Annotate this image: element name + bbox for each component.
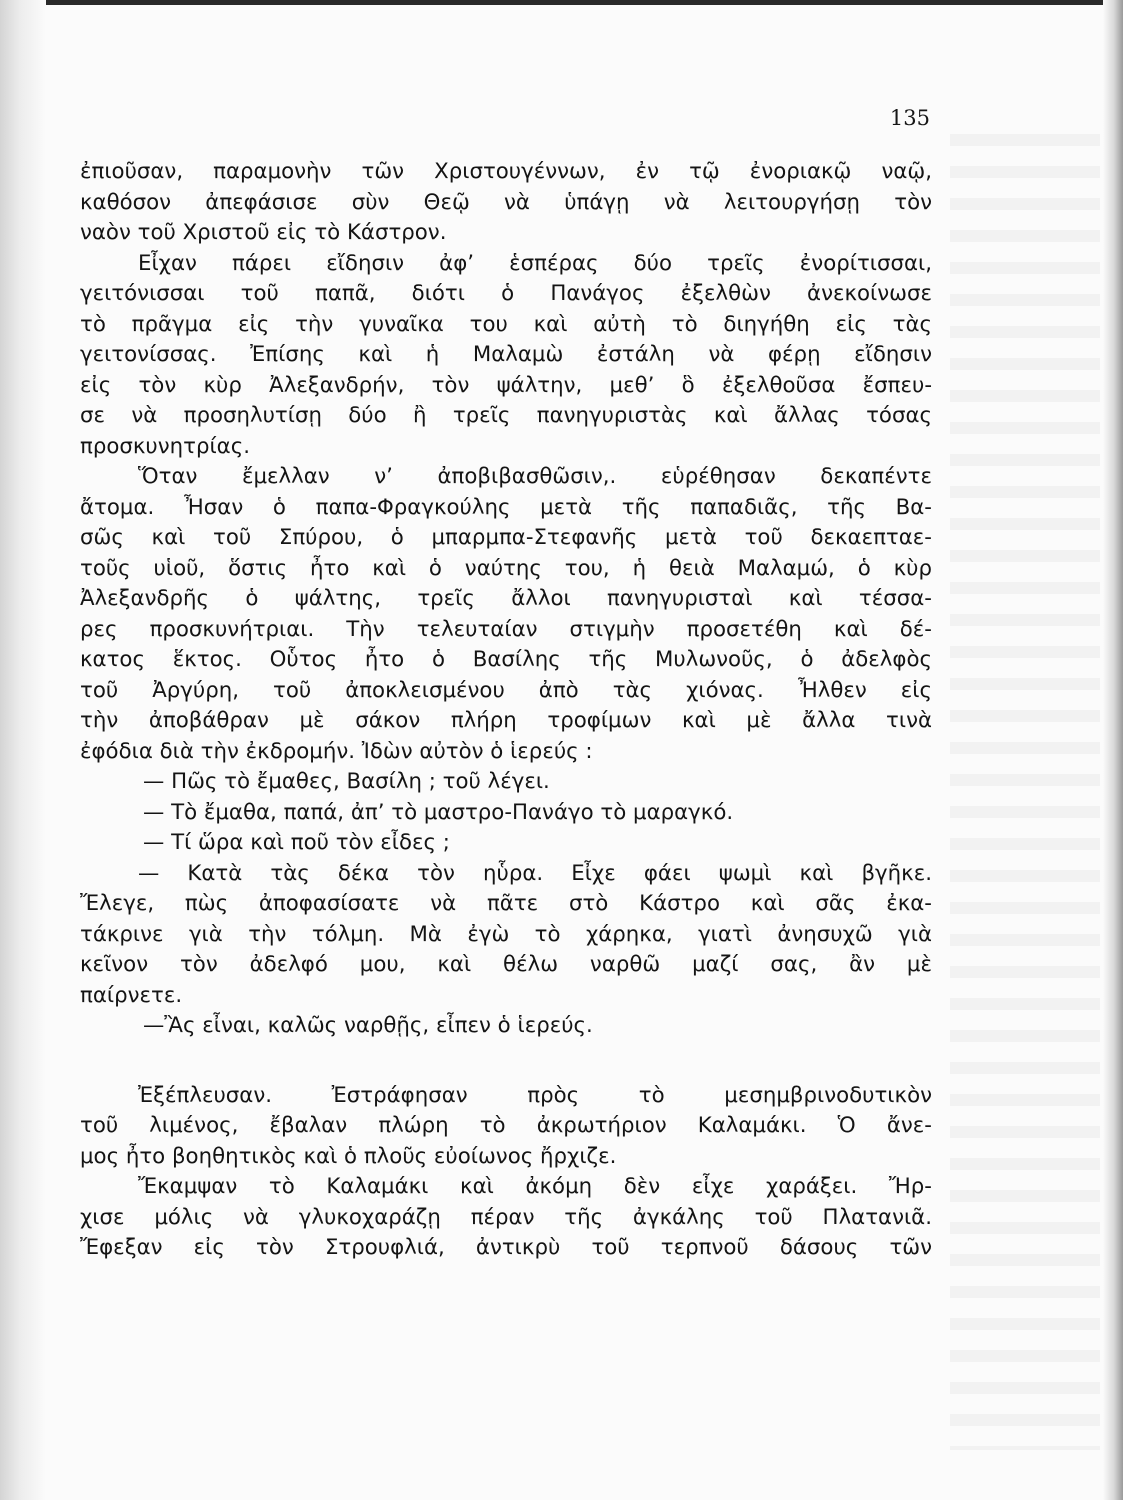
paragraph-3 bbox=[80, 462, 932, 767]
dialogue-line: — Πῶς τὸ ἔμαθες, Βασίλη ; τοῦ λέγει. bbox=[143, 769, 550, 794]
text-line: τάκρινε γιὰ τὴν τόλμη. Μὰ ἐγὼ τὸ χάρηκα, γιατὶ ἀνησυχῶ γιὰ bbox=[80, 921, 932, 947]
text-line: κεῖνον τὸν ἀδελφό μου, καὶ θέλω ναρθῶ μαζί σας, ἂν μὲ bbox=[80, 952, 932, 977]
show-through-texture bbox=[950, 120, 1100, 1450]
dialogue-line: —Ἂς εἶναι, καλῶς ναρθῇς, εἶπεν ὁ ἱερεύς. bbox=[143, 1013, 593, 1038]
text-line: τὸ πρᾶγμα εἰς τὴν γυναῖκα του καὶ αὐτὴ τὸ διηγήθη εἰς τὰς bbox=[80, 311, 932, 337]
text-line: σῶς καὶ τοῦ Σπύρου, ὁ μπαρμπα-Στεφανῆς μετὰ τοῦ δεκαεπταε- bbox=[80, 525, 932, 550]
text-line: Εἶχαν πάρει εἴδησιν ἀφ’ ἑσπέρας δύο τρεῖς ἐνορίτισσαι, bbox=[138, 250, 932, 276]
text-line: εἰς τὸν κὺρ Ἀλεξανδρήν, τὸν ψάλτην, μεθ’ ὃ ἐξελθοῦσα ἔσπευ- bbox=[80, 372, 932, 398]
text-line: Ἔφεξαν εἰς τὸν Στρουφλιά, ἀντικρὺ τοῦ τερπνοῦ δάσους τῶν bbox=[80, 1235, 932, 1260]
text-line: Ἔλεγε, πὼς ἀποφασίσατε νὰ πᾶτε στὸ Κάστρο καὶ σᾶς ἐκα- bbox=[80, 891, 932, 916]
text-line: Ὅταν ἔμελλαν ν’ ἀποβιβασθῶσιν,. εὑρέθησαν δεκαπέντε bbox=[138, 464, 932, 489]
paragraph-4 bbox=[80, 859, 932, 1012]
dialogue-line: — Τὸ ἔμαθα, παπά, ἀπ’ τὸ μαστρο-Πανάγο τὸ μαραγκό. bbox=[143, 799, 734, 825]
paragraph-5 bbox=[80, 1081, 932, 1173]
text-line: τοῦς υἱοῦ, ὅστις ἦτο καὶ ὁ ναύτης του, ἡ θειὰ Μαλαμώ, ὁ κὺρ bbox=[80, 555, 932, 581]
text-line: — Κατὰ τὰς δέκα τὸν ηὗρα. Εἶχε φάει ψωμὶ καὶ βγῆκε. bbox=[138, 860, 932, 886]
text-line: ναὸν τοῦ Χριστοῦ εἰς τὸ Κάστρον. bbox=[80, 220, 447, 245]
text-line: μος ἦτο βοηθητικὸς καὶ ὁ πλοῦς εὐοίωνος ἤρχιζε. bbox=[80, 1143, 617, 1169]
paragraph-2 bbox=[80, 249, 932, 463]
paragraph-6 bbox=[80, 1172, 932, 1264]
text-line: Ἀλεξανδρῆς ὁ ψάλτης, τρεῖς ἄλλοι πανηγυρισταὶ καὶ τέσσα- bbox=[80, 586, 932, 611]
section-gap bbox=[80, 1042, 932, 1081]
text-line: Ἐξέπλευσαν. Ἐστράφησαν πρὸς τὸ μεσημβρινοδυτικὸν bbox=[138, 1082, 932, 1108]
text-line: γειτονίσσας. Ἐπίσης καὶ ἡ Μαλαμὼ ἐστάλη νὰ φέρῃ εἴδησιν bbox=[80, 342, 932, 367]
text-line: τοῦ Ἀργύρη, τοῦ ἀποκλεισμένου ἀπὸ τὰς χιόνας. Ἦλθεν εἰς bbox=[80, 677, 932, 703]
text-line: ρες προσκυνήτριαι. Τὴν τελευταίαν στιγμὴν προσετέθη καὶ δέ- bbox=[80, 616, 932, 642]
text-line: τὴν ἀποβάθραν μὲ σάκον πλήρη τροφίμων καὶ μὲ ἄλλα τινὰ bbox=[80, 708, 932, 733]
paragraph-1 bbox=[80, 157, 932, 249]
body-text bbox=[80, 157, 932, 1264]
text-line: παίρνετε. bbox=[80, 982, 183, 1008]
page-top-edge bbox=[0, 0, 1123, 5]
page-right-edge bbox=[1103, 0, 1123, 1500]
page-number: 135 bbox=[889, 106, 930, 130]
text-line: σε νὰ προσηλυτίσῃ δύο ἢ τρεῖς πανηγυριστὰς καὶ ἄλλας τόσας bbox=[80, 403, 932, 428]
text-line: κατος ἕκτος. Οὗτος ἦτο ὁ Βασίλης τῆς Μυλωνοῦς, ὁ ἀδελφὸς bbox=[80, 647, 932, 672]
text-line: ἄτομα. Ἦσαν ὁ παπα-Φραγκούλης μετὰ τῆς παπαδιᾶς, τῆς Βα- bbox=[80, 494, 932, 520]
text-line: γειτόνισσαι τοῦ παπᾶ, διότι ὁ Πανάγος ἐξελθὼν ἀνεκοίνωσε bbox=[80, 281, 932, 306]
binding-shadow bbox=[0, 0, 46, 1500]
text-line: προσκυνητρίας. bbox=[80, 433, 250, 459]
dialogue-line: — Τί ὥρα καὶ ποῦ τὸν εἶδες ; bbox=[143, 830, 450, 855]
text-line: χισε μόλις νὰ γλυκοχαράζῃ πέραν τῆς ἀγκάλης τοῦ Πλατανιᾶ. bbox=[80, 1204, 932, 1230]
text-line: ἐφόδια διὰ τὴν ἐκδρομήν. Ἰδὼν αὐτὸν ὁ ἱερεύς : bbox=[80, 738, 593, 764]
text-line: καθόσον ἀπεφάσισε σὺν Θεῷ νὰ ὑπάγῃ νὰ λειτουργήσῃ τὸν bbox=[80, 189, 932, 215]
text-line: τοῦ λιμένος, ἔβαλαν πλώρη τὸ ἀκρωτήριον Καλαμάκι. Ὁ ἄνε- bbox=[80, 1113, 932, 1138]
text-line: ἐπιοῦσαν, παραμονὴν τῶν Χριστουγέννων, ἐν τῷ ἐνοριακῷ ναῷ, bbox=[80, 159, 932, 184]
text-line: Ἔκαμψαν τὸ Καλαμάκι καὶ ἀκόμη δὲν εἶχε χαράξει. Ἤρ- bbox=[138, 1174, 932, 1199]
